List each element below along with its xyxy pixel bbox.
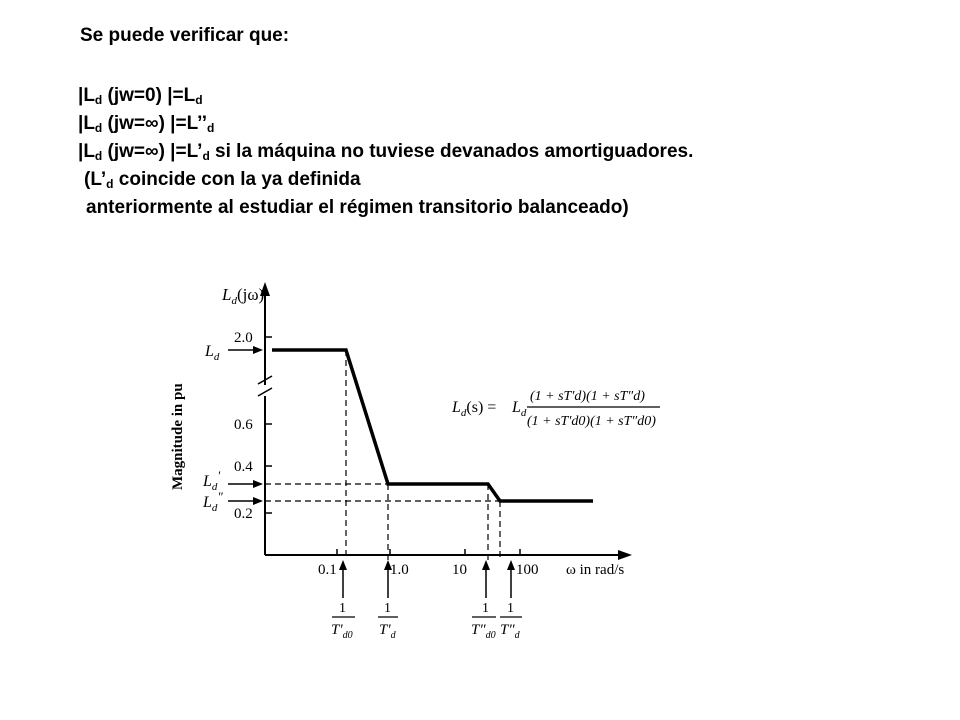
svg-text:Ld: $L_d$ [512, 399, 527, 419]
svg-text:1: 1 [384, 601, 391, 616]
x-axis-label: ω in rad/s [566, 562, 625, 578]
y-tick-label-0-2: 0.2 [234, 506, 253, 522]
y-tick-label-0-4: 0.4 [234, 459, 253, 475]
eq2-mid: (jw=∞) |=L’’ [102, 113, 207, 134]
svg-text:Ld(s) =: $L_d(s)$ = [452, 399, 497, 419]
formula-denominator: (1 + sT′d0)(1 + sT″d0) [527, 414, 656, 429]
eq1-mid: (jw=0) |=L [102, 85, 196, 106]
intro-text: Se puede verificar que: [80, 25, 290, 46]
bottom-arrows [339, 560, 515, 598]
eq3-mid: (jw=∞) |=L’ [102, 141, 203, 162]
note1-open: (L’ [84, 169, 107, 190]
eq3-open: |L [78, 141, 95, 162]
bottom-label-1-over-td-double-prime [500, 601, 522, 641]
left-label-ld-double-prime: $L_d''$ [203, 489, 223, 514]
eq1-sub2: d [195, 93, 203, 107]
eq2-sub1: d [94, 121, 103, 135]
transfer-function-formula [451, 389, 660, 429]
bottom-label-1-over-td0-prime [331, 601, 355, 641]
left-label-ld-prime: $L_d'$ [203, 468, 221, 493]
axis-break-mark-2 [258, 388, 272, 396]
x-tick-label-10: 10 [452, 562, 467, 578]
formula-numerator: (1 + sT′d)(1 + sT″d) [530, 389, 645, 404]
note1-sub: d [106, 177, 114, 191]
x-tick-label-0-1: 0.1 [318, 562, 337, 578]
y-tick-label-2-0: 2.0 [234, 330, 253, 346]
yaxis-title: $L_d(j\omega)$ [222, 285, 265, 307]
svg-text:T′d0: $T'_{d0}$ [331, 622, 353, 641]
dashed-guides [265, 350, 500, 560]
eq1-sub1: d [94, 93, 103, 107]
left-label-ld: $L_d$ [205, 343, 220, 363]
bottom-label-1-over-td-prime [378, 601, 398, 641]
svg-text:T′d: $T'_d$ [379, 622, 396, 641]
svg-text:1: 1 [482, 601, 489, 616]
eq3-sub1: d [94, 149, 103, 163]
eq2-sub2: d [207, 121, 215, 135]
bottom-label-1-over-td0-double-prime [471, 601, 496, 641]
y-tick-label-0-6: 0.6 [234, 417, 253, 433]
eq3-sub2: d [202, 149, 210, 163]
svg-text:T″d: $T''_d$ [500, 622, 520, 641]
svg-text:1: 1 [507, 601, 514, 616]
x-tick-label-1-0: 1.0 [390, 562, 409, 578]
eq3-tail: si la máquina no tuviese devanados amortiguadores. [209, 141, 694, 162]
svg-text:1: 1 [339, 601, 346, 616]
eq2-open: |L [78, 113, 95, 134]
y-axis-label: Magnitude in pu [170, 383, 186, 490]
note-line-2: anteriormente al estudiar el régimen transitorio balanceado) [86, 197, 629, 218]
note1-rest: coincide con la ya definida [113, 169, 361, 190]
x-tick-label-100: 100 [516, 562, 539, 578]
x-axis-arrowhead [618, 550, 632, 560]
svg-text:T″d0: $T''_{d0}$ [471, 622, 496, 641]
eq1-open: |L [78, 85, 95, 106]
